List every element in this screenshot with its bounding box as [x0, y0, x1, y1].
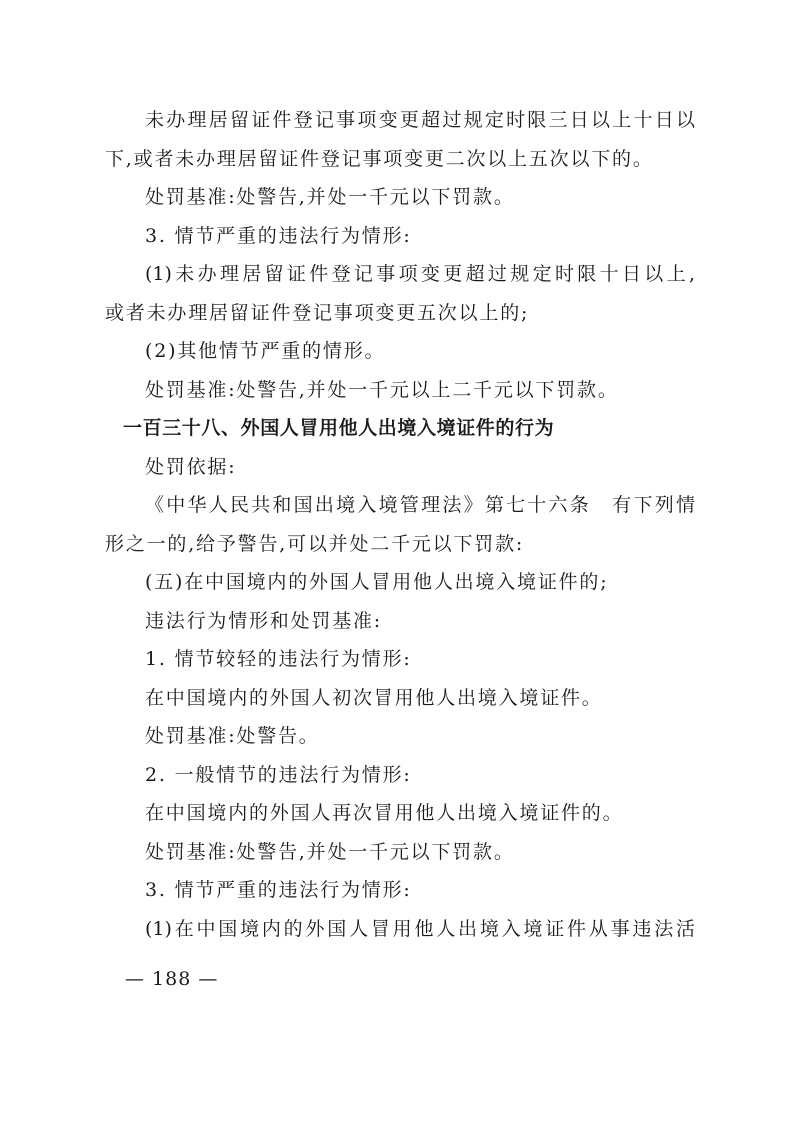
list-item: (五)在中国境内的外国人冒用他人出境入境证件的;	[145, 571, 609, 593]
list-item: (2)其他情节严重的情形。	[145, 340, 386, 362]
page-body	[105, 101, 695, 948]
subheading-minor: 1. 情节较轻的违法行为情形:	[145, 648, 412, 670]
paragraph-line: 在中国境内的外国人初次冒用他人出境入境证件。	[145, 686, 603, 709]
subheading-severe: 3. 情节严重的违法行为情形:	[145, 224, 412, 247]
list-item: (1)在中国境内的外国人冒用他人出境入境证件从事违法活	[145, 917, 695, 940]
section-heading: 一百三十八、外国人冒用他人出境入境证件的行为	[123, 417, 555, 439]
legal-citation-continuation: 形之一的,给予警告,可以并处二千元以下罚款:	[105, 532, 525, 555]
penalty-standard: 处罚基准:处警告。	[145, 725, 320, 747]
paragraph-line: 下,或者未办理居留证件登记事项变更二次以上五次以下的。	[105, 147, 654, 170]
penalty-basis-label: 处罚依据:	[145, 455, 237, 478]
legal-citation: 《中华人民共和国出境入境管理法》第七十六条 有下列情	[145, 494, 695, 516]
list-item-continuation: 或者未办理居留证件登记事项变更五次以上的;	[105, 301, 530, 324]
paragraph-line: 未办理居留证件登记事项变更超过规定时限三日以上十日以	[145, 109, 695, 131]
subheading: 违法行为情形和处罚基准:	[145, 609, 383, 632]
paragraph-line: 在中国境内的外国人再次冒用他人出境入境证件的。	[145, 802, 624, 824]
page-number: — 188 —	[125, 968, 219, 990]
penalty-standard: 处罚基准:处警告,并处一千元以下罚款。	[145, 840, 515, 863]
list-item: (1)未办理居留证件登记事项变更超过规定时限十日以上,	[145, 263, 695, 285]
subheading-general: 2. 一般情节的违法行为情形:	[145, 763, 412, 786]
penalty-standard: 处罚基准:处警告,并处一千元以下罚款。	[145, 186, 515, 208]
penalty-standard: 处罚基准:处警告,并处一千元以上二千元以下罚款。	[145, 378, 619, 401]
subheading-severe: 3. 情节严重的违法行为情形:	[145, 879, 412, 901]
